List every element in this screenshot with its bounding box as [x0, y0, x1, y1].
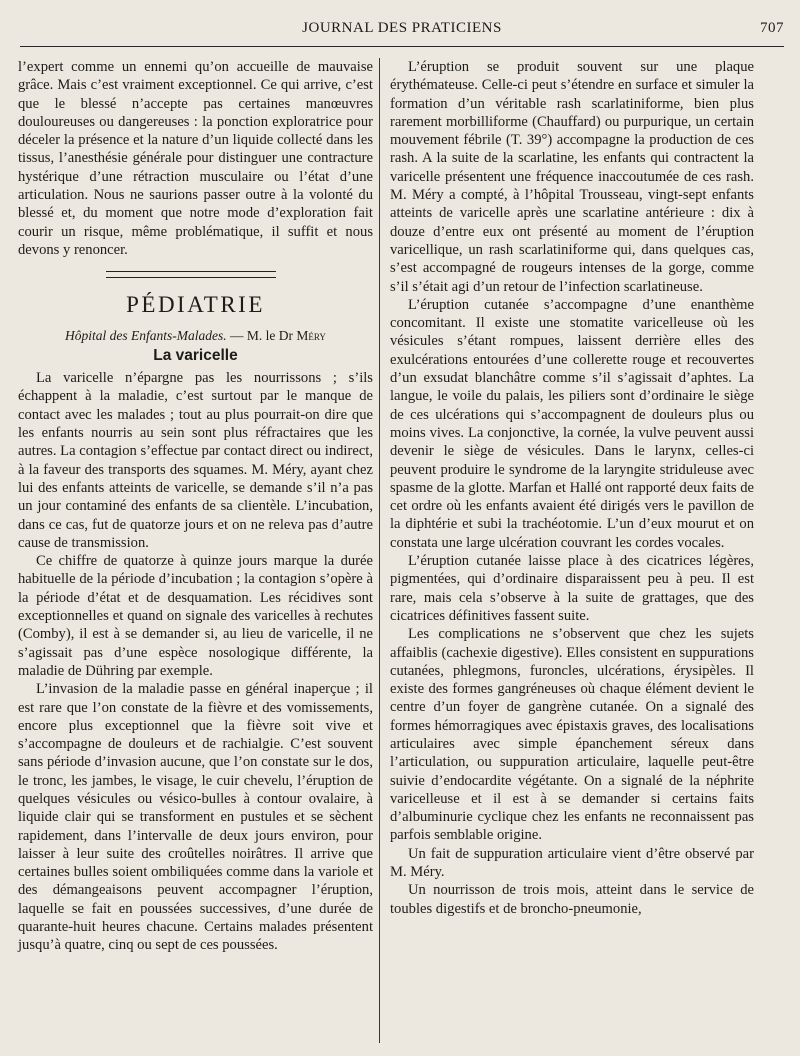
left-column: [18, 58, 373, 955]
paragraph: Les complications ne s’observent que chez les sujets affaiblis (cachexie digestive). Elles consistent en suppurations cutanées, phlegmons, furoncles, ulcérations, érysipèles. Il existe des formes gangréneuses où chaque élément devient le centre d’un foyer de gangrène cutanée. On a signalé des formes hémorragiques avec épistaxis graves, des localisations articulaires avec simple épanchement séreux dans l’articulation, ou suppuration articulaire, laquelle peut-être suivie d’endocardite végétante. On a signalé de la néphrite varicelleuse et il est à se demander si certains faits d’albuminurie cyclique chez les enfants ne reconnaissent pas parfois semblable origine.: [390, 626, 754, 844]
byline: [18, 327, 373, 345]
page-number: 707: [760, 20, 784, 36]
paragraph: La varicelle n’épargne pas les nourrissons ; s’ils échappent à la maladie, c’est surtout par le manque de contact avec les malades ; tout au plus pourrait-on dire que les enfants nourris au sein sont plus réfractaires que les autres. La contagion s’effectue par contact direct ou indirect, à la faveur des transports des squames. M. Méry, ayant chez lui des enfants atteints de varicelle, se demande s’il n’a pas un jour contaminé des enfants de sa clientèle. L’incubation, dans ce cas, fut de quatorze jours et on ne releva pas d’autre cause de transmission.: [18, 370, 373, 551]
right-column: [390, 58, 754, 918]
paragraph: L’éruption cutanée s’accompagne d’une enanthème concomitant. Il existe une stomatite varicelleuse où les vésicules s’étant rompues, laissent derrière elles des exulcérations entourées d’une collerette rouge et recouvertes d’un exsudat blanchâtre comme s’il s’agissait d’aphtes. La langue, le voile du palais, les piliers sont d’ordinaire le siège de ces ulcérations qui s’accompagnent de douleurs plus ou moins vives. La conjonctive, la cornée, la vulve peuvent aussi devenir le siège de vésicules. Dans le larynx, celles-ci peuvent produire le syndrome de la laryngite striduleuse avec spasme de la glotte. Marfan et Hallé ont rapporté deux faits de cet ordre où les enfants avaient été dirigés vers le pavillon de la diphtérie et subi la trachéotomie. L’un d’eux mourut et on constata une large ulcération couvrant les cordes vocales.: [390, 296, 754, 551]
byline-author: Méry: [296, 327, 326, 343]
continued-paragraph: l’expert comme un ennemi qu’on accueille de mauvaise grâce. Mais c’est vraiment exceptionnel. Ce qui arrive, c’est que le blessé n’accepte pas certaines manœuvres douloureuses ou dangereuses : la ponction exploratrice pour déceler la présence et la nature d’un liquide collecté dans les tissus, l’anesthésie générale pour distinguer une contracture hystérique d’une rétraction musculaire ou l’état d’une articulation. Nous ne saurions passer outre à la volonté du blessé et, du moment que notre mode d’exploration fait courir un risque, même problématique, il suffit et nous devons y renoncer.: [18, 59, 373, 258]
paragraph: L’invasion de la maladie passe en général inaperçue ; il est rare que l’on constate de la fièvre et des vomissements, encore plus exceptionnel que la fièvre soit vive et s’accompagne de douleurs et de rachialgie. C’est souvent sans période d’invasion aucune, que l’on constate sur le dos, le tronc, les jambes, le visage, le cuir chevelu, l’éruption de quelques vésicules ou vésico-bulles à contour ovalaire, à liquide clair qui se transforment en pustules et se sèchent rapidement, dans l’intervalle de deux jours environ, pour laisser à leur suite des croûtelles noirâtres. Il arrive que certaines bulles soient ombiliquées comme dans la variole et des démangeaisons peuvent accompagner l’éruption, laquelle se fait en poussées successives, d’une durée de quarante-huit heures chacune. Certains malades présentent jusqu’à quatre, cinq ou sept de ces poussées.: [18, 681, 373, 954]
paragraph: Un fait de suppuration articulaire vient d’être observé par M. Méry.: [390, 845, 754, 881]
section-divider: [106, 271, 276, 278]
running-header: [20, 18, 784, 42]
column-divider: [379, 58, 380, 1043]
journal-title: JOURNAL DES PRATICIENS: [302, 20, 502, 36]
paragraph: L’éruption se produit souvent sur une plaque érythémateuse. Celle-ci peut s’étendre en surface et simuler la formation d’un véritable rash scarlatiniforme, bien plus rarement morbilliforme (Chauffard) ou purpurique, un certain mouvement fébrile (T. 39°) accompagne la production de ces rash. A la suite de la scarlatine, les enfants qui contractent la varicelle présentent une fréquence inaccoutumée de ces rash. M. Méry a compté, à l’hôpital Trousseau, vingt-sept enfants atteints de varicelle après une scarlatine antérieure : dix à douze d’entre eux ont présenté au moment de l’éruption varicellique, un rash scarlatiniforme qui, dans quelques cas, s’est accompagné de rougeurs intenses de la gorge, comme s’il s’était agi d’un retour de l’infection scarlatineuse.: [390, 59, 754, 295]
byline-dash: — M. le Dr: [226, 327, 297, 343]
paragraph: Ce chiffre de quatorze à quinze jours marque la durée habituelle de la période d’incubation ; la contagion s’opère à la période d’état et de desquamation. Les récidives sont exceptionnelles et quand on signale des varicelles à rechutes (Comby), il est à se demander si, au lieu de varicelle, il ne s’agissait pas d’une espèce nosologique différente, la maladie de Dühring par exemple.: [18, 553, 373, 679]
section-title: PÉDIATRIE: [126, 292, 265, 318]
paragraph: L’éruption cutanée laisse place à des cicatrices légères, pigmentées, qui d’ordinaire disparaissent peu à peu. Il est rare, mais cela s’observe à la suite de grattages, que des cicatrices définitives fassent suite.: [390, 553, 754, 624]
byline-hospital: Hôpital des Enfants-Malades.: [65, 327, 227, 343]
header-rule: [20, 46, 784, 47]
paragraph: Un nourrisson de trois mois, atteint dans le service de toubles digestifs et de broncho-pneumonie,: [390, 882, 754, 917]
article-title: La varicelle: [153, 346, 238, 364]
